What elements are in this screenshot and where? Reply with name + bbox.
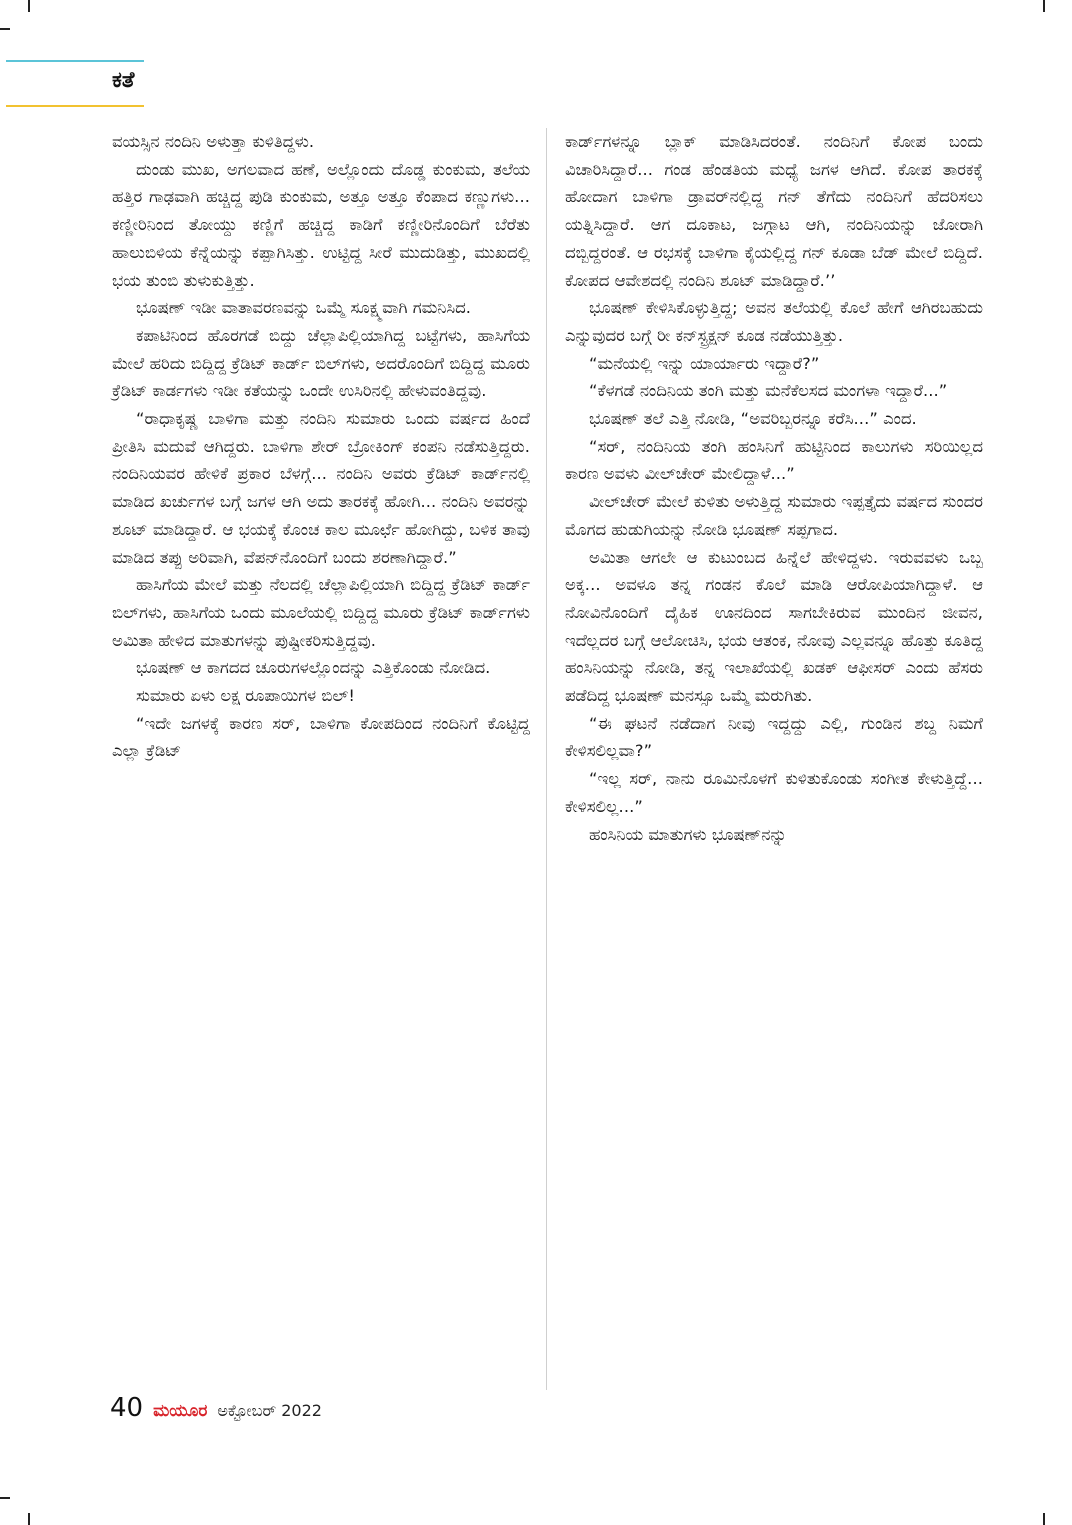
paragraph: ಹಂಸಿನಿಯ ಮಾತುಗಳು ಭೂಷಣ್‌ನನ್ನು — [589, 824, 787, 844]
paragraph: ಭೂಷಣ್ ಇಡೀ ವಾತಾವರಣವನ್ನು ಒಮ್ಮೆ ಸೂಕ್ಷ್ಮವಾಗಿ ಗಮನಿಸಿದ. — [136, 298, 472, 318]
paragraph: ವೀಲ್‌ಚೇರ್ ಮೇಲೆ ಕುಳಿತು ಅಳುತ್ತಿದ್ದ ಸುಮಾರು ಇಪ್ಪತ್ತೈದು ವರ್ಷದ ಸುಂದರ ಮೊಗದ ಹುಡುಗಿಯನ್ನು ನೋಡಿ ಭೂಷಣ್ ಸಪ್ಪಗಾದ. — [565, 492, 983, 539]
paragraph: ಕಪಾಟಿನಿಂದ ಹೊರಗಡೆ ಬಿದ್ದು ಚೆಲ್ಲಾಪಿಲ್ಲಿಯಾಗಿದ್ದ ಬಟ್ಟೆಗಳು, ಹಾಸಿಗೆಯ ಮೇಲೆ ಹರಿದು ಬಿದ್ದಿದ್ದ ಕ್ರೆಡಿಟ್ ಕಾರ್ಡ್ ಬಿಲ್‌ಗಳು, ಅದರೊಂದಿಗೆ ಬಿದ್ದಿದ್ದ ಮೂರು ಕ್ರೆಡಿಟ್ ಕಾರ್ಡಗಳು ಇಡೀ ಕತೆಯನ್ನು ಒಂದೇ ಉಸಿರಿನಲ್ಲಿ ಹೇಳುವಂತಿದ್ದವು. — [112, 325, 530, 401]
paragraph: ದುಂಡು ಮುಖ, ಅಗಲವಾದ ಹಣೆ, ಅಲ್ಲೊಂದು ದೊಡ್ಡ ಕುಂಕುಮ, ತಲೆಯ ಹತ್ತಿರ ಗಾಢವಾಗಿ ಹಚ್ಚಿದ್ದ ಪುಡಿ ಕುಂಕುಮ, ಅತ್ತೂ ಅತ್ತೂ ಕೆಂಪಾದ ಕಣ್ಣುಗಳು... ಕಣ್ಣೀರಿನಿಂದ ತೋಯ್ದು ಕಣ್ಣಿಗೆ ಹಚ್ಚಿದ್ದ ಕಾಡಿಗೆ ಕಣ್ಣೀರಿನೊಂದಿಗೆ ಬೆರೆತು ಹಾಲುಬಿಳಿಯ ಕೆನ್ನೆಯನ್ನು ಕಪ್ಪಾಗಿಸಿತ್ತು. ಉಟ್ಟಿದ್ದ ಸೀರೆ ಮುದುಡಿತ್ತು, ಮುಖದಲ್ಲಿ ಭಯ ತುಂಬಿ ತುಳುಕುತ್ತಿತ್ತು. — [112, 159, 530, 290]
page-number: 40 — [110, 1393, 144, 1423]
paragraph: “ಈ ಘಟನೆ ನಡೆದಾಗ ನೀವು ಇದ್ದದ್ದು ಎಲ್ಲಿ, ಗುಂಡಿನ ಶಬ್ದ ನಿಮಗೆ ಕೇಳಿಸಲಿಲ್ಲವಾ?” — [565, 713, 983, 761]
paragraph: “ಕೆಳಗಡೆ ನಂದಿನಿಯ ತಂಗಿ ಮತ್ತು ಮನೆಕೆಲಸದ ಮಂಗಳಾ ಇದ್ದಾರೆ...” — [589, 381, 948, 401]
section-label: ಕತೆ — [112, 68, 135, 93]
crop-mark-bottom-right — [1043, 1513, 1045, 1525]
header-rule-yellow — [6, 105, 144, 107]
paragraph: ಭೂಷಣ್ ತಲೆ ಎತ್ತಿ ನೋಡಿ, “ಅವರಿಬ್ಬರನ್ನೂ ಕರೆಸಿ...” ಎಂದ. — [589, 409, 917, 429]
paragraph: ವಯಸ್ಸಿನ ನಂದಿನಿ ಅಳುತ್ತಾ ಕುಳಿತಿದ್ದಳು. — [112, 132, 315, 151]
magazine-logo: ಮಯೂರ — [153, 1401, 208, 1421]
column-divider — [546, 128, 547, 1390]
paragraph: ಹಾಸಿಗೆಯ ಮೇಲೆ ಮತ್ತು ನೆಲದಲ್ಲಿ ಚೆಲ್ಲಾಪಿಲ್ಲಿಯಾಗಿ ಬಿದ್ದಿದ್ದ ಕ್ರೆಡಿಟ್ ಕಾರ್ಡ್ ಬಿಲ್‌ಗಳು, ಹಾಸಿಗೆಯ ಒಂದು ಮೂಲೆಯಲ್ಲಿ ಬಿದ್ದಿದ್ದ ಮೂರು ಕ್ರೆಡಿಟ್ ಕಾರ್ಡ್‌ಗಳು ಅಮಿತಾ ಹೇಳಿದ ಮಾತುಗಳನ್ನು ಪುಷ್ಟೀಕರಿಸುತ್ತಿದ್ದವು. — [112, 575, 530, 650]
crop-mark-left-upper — [0, 28, 10, 30]
page-footer — [110, 1393, 322, 1423]
paragraph: ಭೂಷಣ್ ಕೇಳಿಸಿಕೊಳ್ಳುತ್ತಿದ್ದ; ಅವನ ತಲೆಯಲ್ಲಿ ಕೊಲೆ ಹೇಗೆ ಆಗಿರಬಹುದು ಎನ್ನುವುದರ ಬಗ್ಗೆ ರೀ ಕನ್‌ಸ್ಟ್ರಕ್ಷನ್ ಕೂಡ ನಡೆಯುತ್ತಿತ್ತು. — [565, 298, 983, 345]
left-column — [112, 128, 530, 765]
paragraph: ಅಮಿತಾ ಆಗಲೇ ಆ ಕುಟುಂಬದ ಹಿನ್ನೆಲೆ ಹೇಳಿದ್ದಳು. ಇರುವವಳು ಒಬ್ಬ ಅಕ್ಕ... ಅವಳೂ ತನ್ನ ಗಂಡನ ಕೊಲೆ ಮಾಡಿ ಆರೋಪಿಯಾಗಿದ್ದಾಳೆ. ಆ ನೋವಿನೊಂದಿಗೆ ದೈಹಿಕ ಊನದಿಂದ ಸಾಗಬೇಕಿರುವ ಮುಂದಿನ ಜೀವನ, ಇದೆಲ್ಲದರ ಬಗ್ಗೆ ಆಲೋಚಿಸಿ, ಭಯ ಆತಂಕ, ನೋವು ಎಲ್ಲವನ್ನೂ ಹೊತ್ತು ಕೂತಿದ್ದ ಹಂಸಿನಿಯನ್ನು ನೋಡಿ, ತನ್ನ ಇಲಾಖೆಯಲ್ಲಿ ಖಡಕ್ ಆಫೀಸರ್ ಎಂದು ಹೆಸರು ಪಡೆದಿದ್ದ ಭೂಷಣ್ ಮನಸ್ಸೂ ಒಮ್ಮೆ ಮರುಗಿತು. — [565, 547, 983, 706]
paragraph: “ಇದೇ ಜಗಳಕ್ಕೆ ಕಾರಣ ಸರ್, ಬಾಳಿಗಾ ಕೋಪದಿಂದ ನಂದಿನಿಗೆ ಕೊಟ್ಟಿದ್ದ ಎಲ್ಲಾ ಕ್ರೆಡಿಟ್ — [112, 713, 530, 761]
paragraph: “ಇಲ್ಲ ಸರ್, ನಾನು ರೂಮಿನೊಳಗೆ ಕುಳಿತುಕೊಂಡು ಸಂಗೀತ ಕೇಳುತ್ತಿದ್ದೆ... ಕೇಳಿಸಲಿಲ್ಲ...” — [565, 769, 983, 816]
crop-mark-top-left — [28, 0, 30, 12]
crop-mark-left-lower — [0, 1497, 10, 1499]
header-rule-cyan — [6, 60, 144, 62]
crop-mark-top-right — [1043, 0, 1045, 12]
paragraph: “ರಾಧಾಕೃಷ್ಣ ಬಾಳಿಗಾ ಮತ್ತು ನಂದಿನಿ ಸುಮಾರು ಒಂದು ವರ್ಷದ ಹಿಂದೆ ಪ್ರೀತಿಸಿ ಮದುವೆ ಆಗಿದ್ದರು. ಬಾಳಿಗಾ ಶೇರ್ ಬ್ರೋಕಿಂಗ್ ಕಂಪನಿ ನಡೆಸುತ್ತಿದ್ದರು. ನಂದಿನಿಯವರ ಹೇಳಿಕೆ ಪ್ರಕಾರ ಬೆಳಗ್ಗೆ... ನಂದಿನಿ ಅವರು ಕ್ರೆಡಿಟ್ ಕಾರ್ಡ್‌ನಲ್ಲಿ ಮಾಡಿದ ಖರ್ಚುಗಳ ಬಗ್ಗೆ ಜಗಳ ಆಗಿ ಅದು ತಾರಕಕ್ಕೆ ಹೋಗಿ... ನಂದಿನಿ ಅವರನ್ನು ಶೂಟ್ ಮಾಡಿದ್ದಾರೆ. ಆ ಭಯಕ್ಕೆ ಕೊಂಚ ಕಾಲ ಮೂರ್ಛೆ ಹೋಗಿದ್ದು, ಬಳಿಕ ತಾವು ಮಾಡಿದ ತಪ್ಪು ಅರಿವಾಗಿ, ವೆಪನ್‌ನೊಂದಿಗೆ ಬಂದು ಶರಣಾಗಿದ್ದಾರೆ.” — [112, 409, 530, 567]
paragraph: ಭೂಷಣ್ ಆ ಕಾಗದದ ಚೂರುಗಳಲ್ಲೊಂದನ್ನು ಎತ್ತಿಕೊಂಡು ನೋಡಿದ. — [136, 658, 491, 678]
paragraph: “ಮನೆಯಲ್ಲಿ ಇನ್ನು ಯಾರ್ಯಾರು ಇದ್ದಾರೆ?” — [589, 353, 820, 373]
issue-date: ಅಕ್ಟೋಬರ್ 2022 — [217, 1401, 322, 1420]
paragraph: “ಸರ್, ನಂದಿನಿಯ ತಂಗಿ ಹಂಸಿನಿಗೆ ಹುಟ್ಟಿನಿಂದ ಕಾಲುಗಳು ಸರಿಯಿಲ್ಲದ ಕಾರಣ ಅವಳು ವೀಲ್‌ಚೇರ್ ಮೇಲಿದ್ದಾಳೆ...” — [565, 436, 983, 484]
crop-mark-bottom-left — [28, 1513, 30, 1525]
paragraph: ಕಾರ್ಡ್‌ಗಳನ್ನೂ ಬ್ಲಾಕ್ ಮಾಡಿಸಿದರಂತೆ. ನಂದಿನಿಗೆ ಕೋಪ ಬಂದು ವಿಚಾರಿಸಿದ್ದಾರೆ... ಗಂಡ ಹೆಂಡತಿಯ ಮಧ್ಯೆ ಜಗಳ ಆಗಿದೆ. ಕೋಪ ತಾರಕಕ್ಕೆ ಹೋದಾಗ ಬಾಳಿಗಾ ಡ್ರಾವರ್‌ನಲ್ಲಿದ್ದ ಗನ್ ತೆಗೆದು ನಂದಿನಿಗೆ ಹೆದರಿಸಲು ಯತ್ನಿಸಿದ್ದಾರೆ. ಆಗ ದೂಕಾಟ, ಜಗ್ಗಾಟ ಆಗಿ, ನಂದಿನಿಯನ್ನು ಜೋರಾಗಿ ದಬ್ಬಿದ್ದರಂತೆ. ಆ ರಭಸಕ್ಕೆ ಬಾಳಿಗಾ ಕೈಯಲ್ಲಿದ್ದ ಗನ್ ಕೂಡಾ ಬೆಡ್ ಮೇಲೆ ಬಿದ್ದಿದೆ. ಕೋಪದ ಆವೇಶದಲ್ಲಿ ನಂದಿನಿ ಶೂಟ್ ಮಾಡಿದ್ದಾರೆ.’’ — [565, 132, 983, 290]
paragraph: ಸುಮಾರು ಏಳು ಲಕ್ಷ ರೂಪಾಯಿಗಳ ಬಿಲ್! — [136, 686, 355, 706]
right-column — [565, 128, 983, 848]
